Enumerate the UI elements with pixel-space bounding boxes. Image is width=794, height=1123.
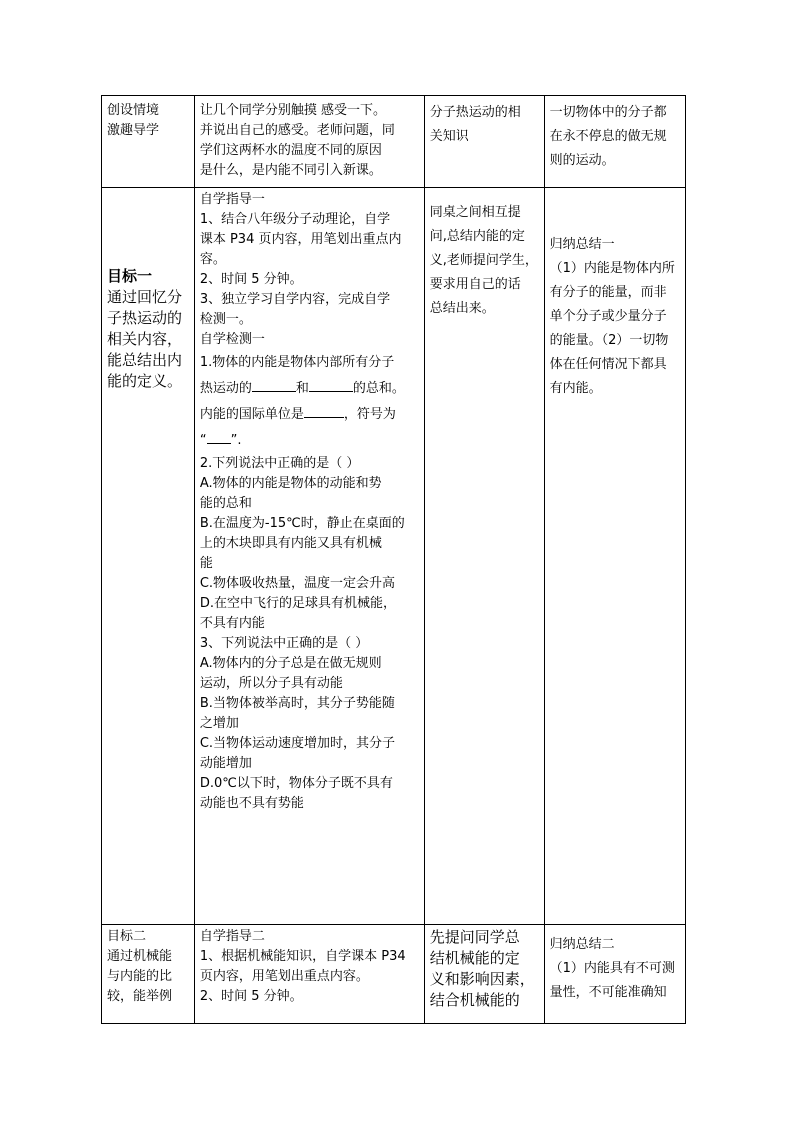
question-1-symbol-line xyxy=(200,428,419,454)
fill-blank xyxy=(252,377,296,392)
text-line: A.物体的内能是物体的动能和势 xyxy=(199,476,382,491)
goal-title: 目标二 xyxy=(107,929,147,944)
text-fragment: 的总和。 xyxy=(352,381,405,396)
text-line: 体在任何情况下都具 xyxy=(549,357,667,372)
text-line: 2.下列说法中正确的是（ ） xyxy=(199,456,360,471)
text-fragment: 内能的国际单位是 xyxy=(199,407,304,422)
fill-blank xyxy=(304,403,344,418)
goal-cell xyxy=(102,925,195,1024)
question-1-unit-line xyxy=(200,402,419,428)
text-line: 让几个同学分别触摸 感受一下。 xyxy=(199,103,386,118)
text-line: 容。 xyxy=(199,252,226,267)
text-line: 能总结出内 xyxy=(107,351,183,369)
text-line: 义,老师提问学生， xyxy=(429,253,538,268)
text-line: 2、时间 5 分钟。 xyxy=(199,272,303,287)
text-line: D.0℃以下时，物体分子既不具有 xyxy=(199,776,393,791)
text-line: 较，能举例 xyxy=(107,989,173,1004)
summary-cell xyxy=(544,188,685,925)
summary-cell xyxy=(544,96,685,188)
text-line: 先提问同学总 xyxy=(429,928,520,946)
teacher-activity-cell xyxy=(194,96,424,188)
text-line: 结合机械能的 xyxy=(429,991,520,1009)
text-line: 动能也不具有势能 xyxy=(199,796,304,811)
text-line: 一切物体中的分子都 xyxy=(549,105,667,120)
question-1-blanks xyxy=(200,376,419,402)
text-line: 能的定义。 xyxy=(107,372,183,390)
text-line: 问,总结内能的定 xyxy=(429,229,525,244)
text-line: 分子热运动的相 xyxy=(429,105,521,120)
question-1-line: 1.物体的内能是物体内部所有分子 xyxy=(199,355,395,370)
self-study-cell xyxy=(194,925,424,1024)
summary-title: 归纳总结二 xyxy=(549,937,615,952)
text-line: 相关内容， xyxy=(107,330,183,348)
text-line: 3、独立学习自学内容，完成自学 xyxy=(199,292,391,307)
text-line: 检测一。 xyxy=(199,312,252,327)
student-activity-cell xyxy=(424,188,544,925)
self-study-cell xyxy=(194,188,424,925)
text-line: 1、结合八年级分子动理论，自学 xyxy=(199,212,391,227)
text-line: 与内能的比 xyxy=(107,969,173,984)
summary-cell xyxy=(544,925,685,1024)
text-line: 通过机械能 xyxy=(107,949,173,964)
text-line: 页内容，用笔划出重点内容。 xyxy=(199,969,369,984)
text-line: B.当物体被举高时，其分子势能随 xyxy=(199,696,395,711)
text-line: 同桌之间相互提 xyxy=(429,205,521,220)
text-line: 之增加 xyxy=(199,716,239,731)
text-line: 要求用自己的话 xyxy=(429,277,521,292)
text-line: 义和影响因素， xyxy=(429,970,535,988)
table-row xyxy=(102,925,686,1024)
text-line: 上的木块即具有内能又具有机械 xyxy=(199,536,382,551)
summary-title: 归纳总结一 xyxy=(549,237,615,252)
text-line: 总结出来。 xyxy=(429,301,495,316)
text-line: D.在空中飞行的足球具有机械能， xyxy=(199,596,396,611)
text-line: 有内能。 xyxy=(549,381,602,396)
stage-cell xyxy=(102,96,195,188)
text-line: 不具有内能 xyxy=(199,616,265,631)
text-fragment: 热运动的 xyxy=(199,381,252,396)
text-line: 子热运动的 xyxy=(107,309,183,327)
text-fragment: ，符号为 xyxy=(343,407,396,422)
text-line: 1、根据机械能知识，自学课本 P34 xyxy=(199,949,406,964)
text-line: 2、时间 5 分钟。 xyxy=(199,989,303,1004)
text-line: 通过回忆分 xyxy=(107,288,183,306)
text-line: 能 xyxy=(199,556,213,571)
text-line: 3、下列说法中正确的是（ ） xyxy=(199,636,369,651)
text-line: A.物体内的分子总是在做无规则 xyxy=(199,656,382,671)
table-row xyxy=(102,96,686,188)
student-activity-cell xyxy=(424,96,544,188)
text-line: 课本 P34 页内容，用笔划出重点内 xyxy=(199,232,402,247)
goal-title: 目标一 xyxy=(107,267,153,285)
text-fragment: ”. xyxy=(230,433,242,448)
text-line: 在永不停息的做无规 xyxy=(549,129,667,144)
text-line: 学们这两杯水的温度不同的原因 xyxy=(199,143,382,158)
text-line: 单个分子或少量分子 xyxy=(549,309,667,324)
text-line: 能的总和 xyxy=(199,496,252,511)
text-line: 动能增加 xyxy=(199,756,252,771)
text-line: （1）内能具有不可测 xyxy=(549,961,675,976)
text-line: C.物体吸收热量，温度一定会升高 xyxy=(199,576,396,591)
text-line: 创设情境 xyxy=(107,103,160,118)
text-line: 激趣导学 xyxy=(107,123,160,138)
text-line: 是什么，是内能不同引入新课。 xyxy=(199,163,382,178)
text-line: 有分子的能量，而非 xyxy=(549,285,667,300)
fill-blank xyxy=(207,429,231,444)
text-fragment: 和 xyxy=(295,381,309,396)
text-line: 关知识 xyxy=(429,129,469,144)
text-fragment: “ xyxy=(199,433,207,448)
student-activity-cell xyxy=(424,925,544,1024)
text-line: 并说出自己的感受。老师问题，同 xyxy=(199,123,395,138)
goal-cell xyxy=(102,188,195,925)
text-line: 运动，所以分子具有动能 xyxy=(199,676,343,691)
fill-blank xyxy=(309,377,353,392)
text-line: 自学指导一 xyxy=(199,192,265,207)
text-line: 量性，不可能准确知 xyxy=(549,985,667,1000)
text-line: 的能量。（2）一切物 xyxy=(549,333,669,348)
text-line: 自学指导二 xyxy=(199,929,265,944)
text-line: 则的运动。 xyxy=(549,153,615,168)
text-line: 自学检测一 xyxy=(199,332,265,347)
text-line: （1）内能是物体内所 xyxy=(549,261,675,276)
table-row xyxy=(102,188,686,925)
lesson-plan-table xyxy=(101,95,686,1024)
text-line: C.当物体运动速度增加时，其分子 xyxy=(199,736,396,751)
text-line: B.在温度为-15℃时，静止在桌面的 xyxy=(199,516,405,531)
text-line: 结机械能的定 xyxy=(429,949,520,967)
